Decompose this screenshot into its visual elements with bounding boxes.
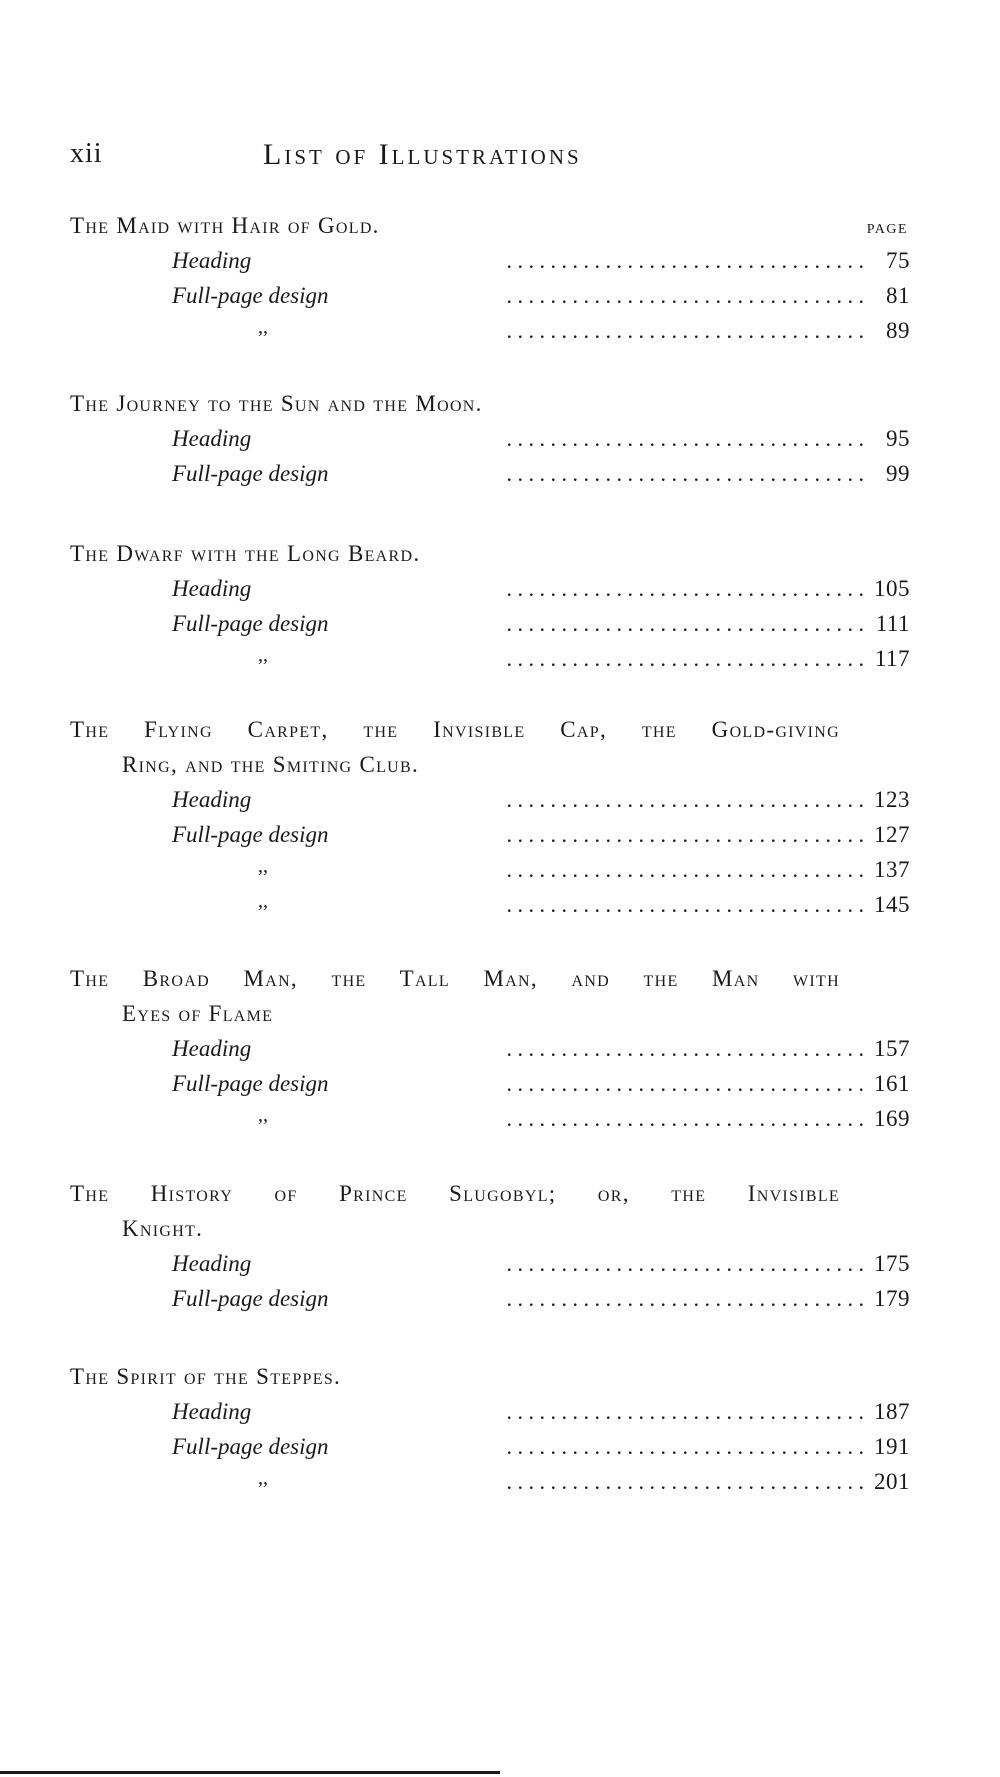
- page-number: 81: [886, 283, 910, 308]
- dot-leader: . . . . . . . . . . . . . . . . . . . . . . . . . . . . . . . . .: [506, 787, 864, 812]
- entry-label: Full-page design: [172, 1066, 335, 1101]
- dot-leader: . . . . . . . . . . . . . . . . . . . . . . . . . . . . . . . . .: [506, 1469, 864, 1494]
- entry-row: [70, 641, 910, 676]
- entry-row: [70, 1464, 910, 1499]
- entry-row: [70, 313, 910, 348]
- running-title: List of Illustrations: [263, 138, 582, 171]
- page-number: 175: [874, 1251, 910, 1276]
- ditto-mark: ,,: [258, 849, 274, 884]
- folio: xii: [70, 138, 103, 169]
- section-title: The History of Prince Slugobyl; or, the Invisible: [70, 1181, 840, 1206]
- section-title: The Broad Man, the Tall Man, and the Man with: [70, 966, 840, 991]
- section-journey-to-the-sun-and-moon: [70, 386, 910, 491]
- dot-leader: . . . . . . . . . . . . . . . . . . . . . . . . . . . . . . . . .: [506, 1106, 864, 1131]
- section-title: The Journey to the Sun and the Moon.: [70, 391, 483, 416]
- running-head: [70, 138, 910, 182]
- section-flying-carpet: [70, 712, 910, 922]
- ditto-mark: ,,: [258, 310, 274, 345]
- entry-row: [70, 782, 910, 817]
- entry-row: [70, 887, 910, 922]
- page-number: 75: [886, 248, 910, 273]
- entry-row: [70, 1429, 910, 1464]
- section-broad-man-tall-man: [70, 961, 910, 1136]
- entry-label: Heading: [172, 571, 257, 606]
- page-number: 161: [874, 1071, 910, 1096]
- entry-label: Heading: [172, 1394, 257, 1429]
- dot-leader: . . . . . . . . . . . . . . . . . . . . . . . . . . . . . . . . .: [506, 1286, 864, 1311]
- section-title: The Maid with Hair of Gold.: [70, 213, 380, 238]
- page-number: 157: [874, 1036, 910, 1061]
- entry-row: [70, 571, 910, 606]
- dot-leader: . . . . . . . . . . . . . . . . . . . . . . . . . . . . . . . . .: [506, 857, 864, 882]
- section-title: The Flying Carpet, the Invisible Cap, the Gold-giving: [70, 717, 840, 742]
- dot-leader: . . . . . . . . . . . . . . . . . . . . . . . . . . . . . . . . .: [506, 1071, 864, 1096]
- dot-leader: . . . . . . . . . . . . . . . . . . . . . . . . . . . . . . . . .: [506, 646, 864, 671]
- page-number: 179: [874, 1286, 910, 1311]
- page-number: 111: [875, 611, 910, 636]
- ditto-mark: ,,: [258, 1461, 274, 1496]
- dot-leader: . . . . . . . . . . . . . . . . . . . . . . . . . . . . . . . . .: [506, 576, 864, 601]
- ditto-mark: ,,: [258, 638, 274, 673]
- entry-row: [70, 421, 910, 456]
- ditto-mark: ,,: [258, 884, 274, 919]
- dot-leader: . . . . . . . . . . . . . . . . . . . . . . . . . . . . . . . . .: [506, 1036, 864, 1061]
- entry-label: Heading: [172, 421, 257, 456]
- page-number: 117: [874, 646, 910, 671]
- dot-leader: . . . . . . . . . . . . . . . . . . . . . . . . . . . . . . . . .: [506, 1399, 864, 1424]
- entry-row: [70, 278, 910, 313]
- entry-row: [70, 852, 910, 887]
- page-number: 145: [874, 892, 910, 917]
- entry-label: Full-page design: [172, 456, 335, 491]
- section-maid-with-hair-of-gold: [70, 208, 910, 348]
- page-number: 191: [874, 1434, 910, 1459]
- dot-leader: . . . . . . . . . . . . . . . . . . . . . . . . . . . . . . . . .: [506, 461, 864, 486]
- dot-leader: . . . . . . . . . . . . . . . . . . . . . . . . . . . . . . . . .: [506, 822, 864, 847]
- page-number: 105: [874, 576, 910, 601]
- entry-row: [70, 1281, 910, 1316]
- dot-leader: . . . . . . . . . . . . . . . . . . . . . . . . . . . . . . . . .: [506, 1434, 864, 1459]
- entry-label: Full-page design: [172, 817, 335, 852]
- page-number: 169: [874, 1106, 910, 1131]
- entry-row: [70, 606, 910, 641]
- dot-leader: . . . . . . . . . . . . . . . . . . . . . . . . . . . . . . . . .: [506, 1251, 864, 1276]
- section-spirit-of-the-steppes: [70, 1359, 910, 1499]
- page-number: 95: [886, 426, 910, 451]
- dot-leader: . . . . . . . . . . . . . . . . . . . . . . . . . . . . . . . . .: [506, 426, 864, 451]
- section-title-continuation: Ring, and the Smiting Club.: [122, 752, 420, 777]
- entry-label: Heading: [172, 782, 257, 817]
- bottom-rule: [0, 1771, 500, 1774]
- section-title-continuation: Knight.: [122, 1216, 204, 1241]
- entry-label: Full-page design: [172, 278, 335, 313]
- entry-row: [70, 1031, 910, 1066]
- entry-label: Heading: [172, 1246, 257, 1281]
- page-column-label: PAGE: [866, 222, 908, 237]
- entry-row: [70, 817, 910, 852]
- entry-row: [70, 1101, 910, 1136]
- entry-label: Heading: [172, 243, 257, 278]
- page-number: 187: [874, 1399, 910, 1424]
- dot-leader: . . . . . . . . . . . . . . . . . . . . . . . . . . . . . . . . .: [506, 248, 864, 273]
- page-number: 137: [874, 857, 910, 882]
- section-title: The Dwarf with the Long Beard.: [70, 541, 421, 566]
- page-number: 89: [886, 318, 910, 343]
- entry-row: [70, 243, 910, 278]
- section-dwarf-with-the-long-beard: [70, 536, 910, 676]
- entry-label: Full-page design: [172, 1281, 335, 1316]
- dot-leader: . . . . . . . . . . . . . . . . . . . . . . . . . . . . . . . . .: [506, 892, 864, 917]
- dot-leader: . . . . . . . . . . . . . . . . . . . . . . . . . . . . . . . . .: [506, 283, 864, 308]
- page-number: 201: [874, 1469, 910, 1494]
- entry-label: Heading: [172, 1031, 257, 1066]
- entry-label: Full-page design: [172, 606, 335, 641]
- section-title-continuation: Eyes of Flame: [122, 1001, 274, 1026]
- page-number: 123: [874, 787, 910, 812]
- page-number: 99: [886, 461, 910, 486]
- entry-row: [70, 1066, 910, 1101]
- entry-row: [70, 1246, 910, 1281]
- ditto-mark: ,,: [258, 1098, 274, 1133]
- entry-row: [70, 456, 910, 491]
- dot-leader: . . . . . . . . . . . . . . . . . . . . . . . . . . . . . . . . .: [506, 318, 864, 343]
- entry-label: Full-page design: [172, 1429, 335, 1464]
- dot-leader: . . . . . . . . . . . . . . . . . . . . . . . . . . . . . . . . .: [506, 611, 864, 636]
- section-prince-slugobyl: [70, 1176, 910, 1316]
- section-title: The Spirit of the Steppes.: [70, 1364, 342, 1389]
- page-number: 127: [874, 822, 910, 847]
- entry-row: [70, 1394, 910, 1429]
